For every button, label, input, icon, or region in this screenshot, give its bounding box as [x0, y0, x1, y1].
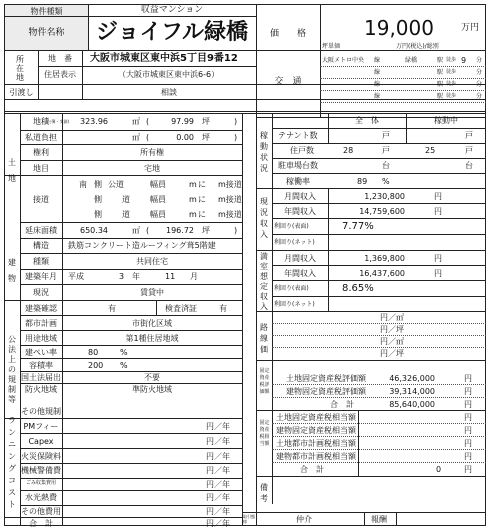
- type-label: 物件種類: [30, 7, 63, 16]
- occ-active-header: 稼動中: [434, 116, 458, 125]
- delivery-value: 相談: [161, 88, 177, 97]
- kind-value: 共同住宅: [136, 257, 168, 266]
- jukyo-value: （大阪市城東区東中浜6-6）: [118, 70, 220, 79]
- full-gross: 8.65%: [342, 283, 374, 294]
- tax-bldg-label: 建物固定資産税評価額: [286, 387, 366, 396]
- tax-section: 固定資産税評価額: [259, 368, 270, 395]
- tax-bldg: 39,314,000: [389, 387, 435, 396]
- tax-total-label: 合 計: [330, 400, 354, 409]
- kind-label: 種類: [33, 257, 49, 266]
- chiban-label: 地 番: [48, 54, 72, 63]
- coverage-label: 建ぺい率: [25, 348, 57, 357]
- park-label: 駐車場台数: [278, 161, 318, 170]
- houshu-label: 報酬: [371, 515, 387, 524]
- floor-tsubo: 196.72: [166, 226, 194, 235]
- floor-m2: 650.34: [80, 226, 108, 235]
- torihiki-label: 取引態様: [243, 514, 255, 524]
- other-reg-label: その他規制: [21, 407, 61, 416]
- name-label: 物件名称: [28, 28, 65, 38]
- running-section: ランニングコスト: [8, 416, 16, 509]
- running-total-label: 合 計: [29, 519, 53, 528]
- floor-label: 延床面積: [25, 226, 57, 235]
- res-label: 住戸数: [290, 146, 314, 155]
- full-net-label: 利回り(ネット): [274, 301, 315, 308]
- roadprice-row: 円／㎡: [380, 337, 404, 346]
- full-monthly: 1,369,800: [364, 254, 405, 263]
- plan-label: 都市計画: [25, 319, 57, 328]
- road-label: 私道負担: [25, 133, 57, 142]
- price-value: 19,000: [364, 16, 434, 40]
- occupancy-section: 稼動状況: [260, 131, 268, 173]
- year-label: 建築年月: [25, 272, 57, 281]
- status-value: 賃貸中: [140, 288, 164, 297]
- area-note: (公簿・実測): [46, 119, 70, 124]
- struct-value: 鉄筋コンクリート造ルーフィング葺5階建: [68, 241, 216, 250]
- full-annual: 16,437,600: [359, 269, 405, 278]
- bldg-section: 建物: [8, 258, 16, 283]
- kensa-label: 検査済証: [165, 304, 197, 313]
- cur-gross: 7.77%: [342, 221, 374, 232]
- struct-label: 構造: [33, 241, 49, 250]
- roadprice-row: 円／坪: [380, 349, 404, 358]
- full-section: 満室想定収入: [260, 252, 268, 311]
- area-m2: 323.96: [80, 117, 108, 126]
- kakunin-value: 有: [108, 304, 116, 313]
- property-name: ジョイフル緑橋: [95, 20, 249, 45]
- kakunin-label: 建築確認: [25, 304, 57, 313]
- far-label: 容積率: [29, 361, 53, 370]
- setsudo-label: 接道: [33, 195, 49, 204]
- area-tsubo: 97.99: [171, 117, 194, 126]
- type-value: 収益マンション: [140, 5, 204, 15]
- tsubo-note: 万円(税込)/総別: [396, 43, 439, 50]
- jukyo-label: 住居表示: [44, 70, 76, 79]
- price-label: 価 格: [269, 29, 306, 39]
- tax-land: 46,326,000: [389, 374, 435, 383]
- cur-net-label: 利回り(ネット): [274, 239, 315, 246]
- area-label: 地積: [33, 117, 49, 126]
- roadprice-section: 路線価: [260, 323, 268, 354]
- res-total: 28: [343, 146, 354, 155]
- coverage-value: 80: [88, 348, 99, 357]
- plan-value: 市街化区域: [132, 319, 172, 328]
- taxamt-total: 0: [436, 465, 442, 474]
- kensa-value: 有: [219, 304, 227, 313]
- tax-land-label: 土地固定資産税評価額: [286, 374, 366, 383]
- cur-gross-label: 利回り(表面): [274, 223, 309, 230]
- status-label: 現況: [33, 288, 49, 297]
- full-monthly-label: 月間収入: [284, 254, 316, 263]
- cur-annual: 14,759,600: [359, 207, 405, 216]
- fire-value: 準防火地域: [132, 385, 172, 394]
- chimoku-label: 地目: [33, 164, 49, 173]
- zone-value: 第1種住居地域: [125, 334, 179, 343]
- delivery-label: 引渡し: [9, 88, 34, 97]
- roadprice-row: 円／㎡: [380, 313, 404, 322]
- year-value: 3: [119, 272, 125, 281]
- cur-monthly-label: 月間収入: [284, 192, 316, 201]
- report-value: 不要: [144, 373, 160, 382]
- zone-label: 用途地域: [25, 334, 57, 343]
- fire-label: 防火地域: [25, 385, 57, 394]
- full-annual-label: 年間収入: [284, 269, 316, 278]
- month-value: 11: [165, 272, 176, 281]
- chukai-label: 仲介: [296, 515, 312, 524]
- rate-label: 稼働率: [286, 177, 310, 186]
- chimoku-value: 宅地: [144, 164, 160, 173]
- tenant-label: テナント数: [278, 131, 318, 140]
- current-section: 現況収入: [260, 197, 268, 239]
- right-label: 権利: [33, 148, 49, 157]
- road-m2: 0.00: [176, 133, 194, 142]
- chiban-value: 大阪市城東区東中浜5丁目9番12: [90, 53, 238, 64]
- location-label: 所在地: [16, 55, 24, 82]
- res-active: 25: [425, 146, 436, 155]
- remarks-label: 備考: [260, 483, 268, 503]
- tsubo-label: 坪単価: [322, 43, 341, 50]
- land-section: 土地: [8, 158, 16, 183]
- occ-all-header: 全 体: [355, 116, 379, 125]
- rate-value: 89: [357, 177, 368, 186]
- price-unit: 万円: [461, 23, 480, 33]
- law-section: 公法上の規制等: [8, 335, 16, 404]
- transport-label: 交 通: [274, 77, 302, 87]
- full-gross-label: 利回り(表面): [274, 285, 309, 292]
- taxamt-total-label: 合 計: [300, 465, 324, 474]
- report-label: 国土法届出: [21, 373, 61, 382]
- far-value: 200: [88, 361, 104, 370]
- right-value: 所有権: [140, 148, 164, 157]
- roadprice-row: 円／坪: [380, 325, 404, 334]
- tax-total: 85,640,000: [389, 400, 435, 409]
- taxamt-section: 固定資産税相当額: [259, 420, 270, 447]
- cur-annual-label: 年間収入: [284, 207, 316, 216]
- cur-monthly: 1,230,800: [364, 192, 405, 201]
